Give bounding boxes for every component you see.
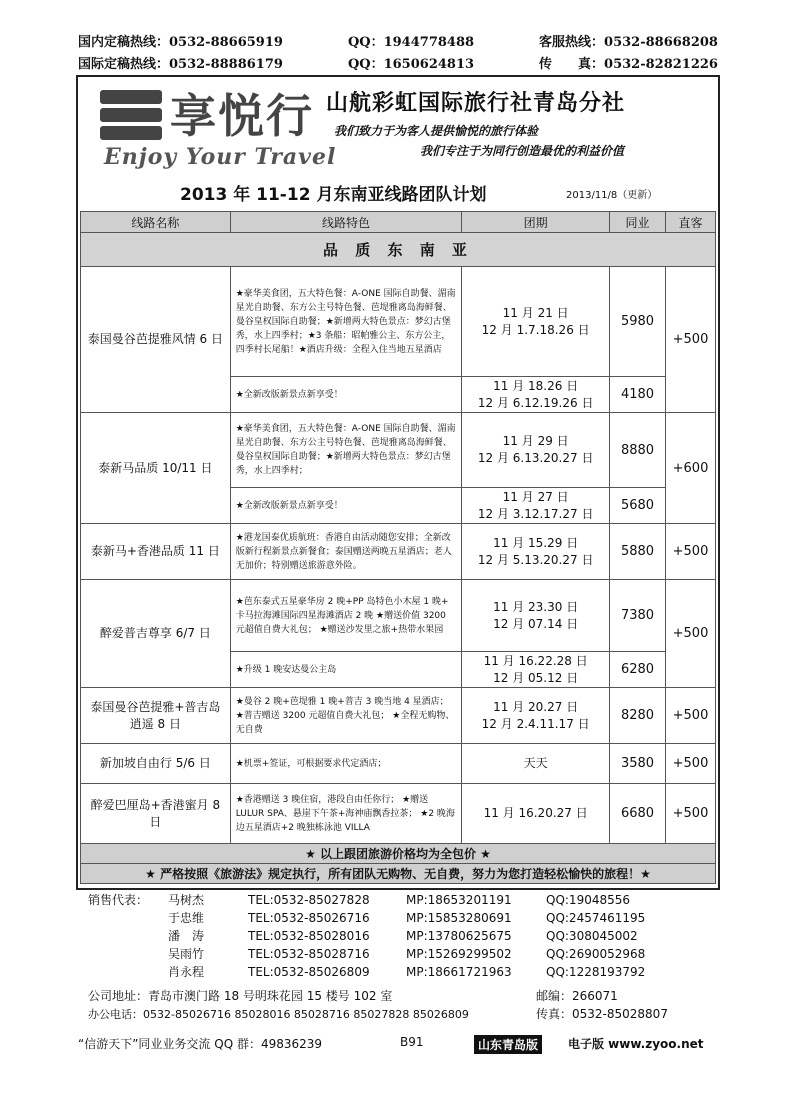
rep-mobile: MP:18653201191: [406, 893, 512, 907]
rep-name: 潘 涛: [168, 929, 205, 943]
header-dates: 团期: [462, 212, 610, 233]
qq-2: QQ：1650624813: [347, 57, 475, 72]
route-features: ★升级 1 晚安达曼公主岛: [230, 652, 462, 688]
route-name: 泰新马+香港品质 11 日: [81, 524, 231, 580]
route-dates: 11 月 23.30 日 12 月 07.14 日: [462, 580, 610, 652]
rep-qq: QQ:19048556: [546, 893, 631, 907]
trade-price: 5980: [610, 267, 666, 377]
table-row: [81, 744, 716, 784]
company-address: 公司地址：青岛市澳门路 18 号明珠花园 15 楼号 102 室: [88, 989, 393, 1003]
edition-badge: 山东青岛版: [474, 1035, 542, 1054]
trade-price: 6280: [610, 652, 666, 688]
office-fax: 传真：0532-85028807: [536, 1007, 668, 1021]
trade-price: 7380: [610, 580, 666, 652]
slogan-2: 我们专注于为同行创造最优的利益价值: [420, 144, 625, 158]
page-footer: [78, 1035, 720, 1055]
title-row: [78, 178, 718, 208]
rep-qq: QQ:1228193792: [546, 965, 646, 979]
route-dates: 11 月 29 日 12 月 6.13.20.27 日: [462, 413, 610, 488]
logo-english: Enjoy Your Travel: [104, 144, 337, 170]
e-version: 电子版 www.zyoo.net: [568, 1037, 704, 1051]
route-name: 泰国曼谷芭提雅+普吉岛逍遥 8 日: [81, 688, 231, 744]
logo-icon: [100, 86, 170, 146]
trade-price: 5880: [610, 524, 666, 580]
route-features: ★曼谷 2 晚+芭堤雅 1 晚+普吉 3 晚当地 4 星酒店； ★普吉赠送 3200 元超值自费大礼包； ★全程无购物、无自费: [230, 688, 462, 744]
page-title: 2013 年 11-12 月东南亚线路团队计划: [180, 185, 487, 205]
office-phone: 办公电话：0532-85026716 85028016 85028716 85027828 85026809: [88, 1008, 469, 1021]
rep-tel: TEL:0532-85028016: [248, 929, 370, 943]
table-row: [81, 413, 716, 488]
intl-hotline: 国际定稿热线：0532-88886179: [78, 57, 283, 72]
header-route: 线路名称: [81, 212, 231, 233]
qq-group: “信游天下”同业业务交流 QQ 群：49836239: [78, 1037, 323, 1051]
rep-tel: TEL:0532-85027828: [248, 893, 370, 907]
rep-mobile: MP:15269299502: [406, 947, 512, 961]
rep-mobile: MP:18661721963: [406, 965, 512, 979]
domestic-hotline: 国内定稿热线：0532-88665919: [78, 35, 283, 50]
table-row: [81, 267, 716, 377]
table-row: [81, 688, 716, 744]
trade-price: 8280: [610, 688, 666, 744]
rep-qq: QQ:2690052968: [546, 947, 646, 961]
service-hotline: 客服热线：0532-88668208: [539, 35, 718, 50]
header-features: 线路特色: [230, 212, 462, 233]
route-dates: 11 月 20.27 日 12 月 2.4.11.17 日: [462, 688, 610, 744]
route-name: 醉爱巴厘岛+香港蜜月 8 日: [81, 784, 231, 844]
route-name: 新加坡自由行 5/6 日: [81, 744, 231, 784]
header-direct-price: 直客: [666, 212, 716, 233]
fax-line: 传 真：0532-82821226: [539, 57, 718, 72]
rep-mobile: MP:15853280691: [406, 911, 512, 925]
route-name: 醉爱普吉尊享 6/7 日: [81, 580, 231, 688]
agency-name: 山航彩虹国际旅行社青岛分社: [326, 91, 626, 116]
brand-header: [78, 78, 718, 178]
rep-tel: TEL:0532-85026809: [248, 965, 370, 979]
trade-price: 5680: [610, 488, 666, 524]
route-dates: 11 月 18.26 日 12 月 6.12.19.26 日: [462, 377, 610, 413]
header-trade-price: 同业: [610, 212, 666, 233]
route-features: ★全新改版新景点新享受！: [230, 377, 462, 413]
route-features: ★豪华美食团，五大特色餐：A-ONE 国际自助餐、湄南星光自助餐、东方公主号特色餐、芭堤雅离岛海鲜餐、曼谷皇权国际自助餐；★新增两大特色景点：梦幻古堡秀，水上四季村；: [230, 413, 462, 488]
direct-price: +500: [666, 524, 716, 580]
qq-1: QQ：1944778488: [347, 35, 475, 50]
rep-qq: QQ:2457461195: [546, 911, 646, 925]
route-dates: 11 月 16.20.27 日: [462, 784, 610, 844]
direct-price: +500: [666, 580, 716, 688]
direct-price: +500: [666, 744, 716, 784]
rep-qq: QQ:308045002: [546, 929, 638, 943]
postcode: 邮编：266071: [536, 989, 618, 1003]
route-features: ★豪华美食团，五大特色餐：A-ONE 国际自助餐、湄南星光自助餐、东方公主号特色餐、芭堤雅离岛海鲜餐、曼谷皇权国际自助餐；★新增两大特色景点：梦幻古堡秀，水上四季村；★3 条船：昭帕雅公主、东方公主，四季村长尾船！★酒店升级：全程入住当地五星酒店: [230, 267, 462, 377]
slogan-1: 我们致力于为客人提供愉悦的旅行体验: [334, 124, 539, 138]
rep-tel: TEL:0532-85028716: [248, 947, 370, 961]
route-dates: 11 月 15.29 日 12 月 5.13.20.27 日: [462, 524, 610, 580]
route-dates: 11 月 16.22.28 日 12 月 05.12 日: [462, 652, 610, 688]
direct-price: +500: [666, 267, 716, 413]
rep-name: 吴雨竹: [168, 947, 205, 961]
contacts-label: 销售代表：: [88, 893, 149, 907]
section-band: 品 质 东 南 亚: [81, 233, 716, 267]
route-dates: 天天: [462, 744, 610, 784]
route-features: ★全新改版新景点新享受！: [230, 488, 462, 524]
trade-price: 6680: [610, 784, 666, 844]
rep-tel: TEL:0532-85026716: [248, 911, 370, 925]
rep-name: 肖永程: [168, 965, 205, 979]
table-row: [81, 524, 716, 580]
trade-price: 8880: [610, 413, 666, 488]
price-note: ★ 以上跟团旅游价格均为全包价 ★: [81, 844, 716, 864]
direct-price: +600: [666, 413, 716, 524]
page-number: B91: [400, 1035, 424, 1049]
rep-name: 马树杰: [168, 893, 205, 907]
logo-chinese: 享悦行: [170, 89, 314, 143]
table-row: [81, 784, 716, 844]
update-date: 2013/11/8（更新）: [566, 190, 658, 201]
rep-name: 于忠维: [168, 911, 205, 925]
law-note: ★ 严格按照《旅游法》规定执行，所有团队无购物、无自费，努力为您打造轻松愉快的旅程！★: [81, 864, 716, 884]
hotline-header: [78, 32, 718, 76]
route-features: ★香港赠送 3 晚住宿，港段自由任你行； ★赠送 LULUR SPA、悬崖下午茶+海神庙飘香拉茶； ★2 晚海边五星酒店+2 晚独栋泳池 VILLA: [230, 784, 462, 844]
table-header-row: [81, 212, 716, 233]
direct-price: +500: [666, 688, 716, 744]
trade-price: 3580: [610, 744, 666, 784]
trade-price: 4180: [610, 377, 666, 413]
itinerary-table: [80, 211, 716, 884]
route-name: 泰国曼谷芭提雅风情 6 日: [81, 267, 231, 413]
route-name: 泰新马品质 10/11 日: [81, 413, 231, 524]
direct-price: +500: [666, 784, 716, 844]
route-dates: 11 月 27 日 12 月 3.12.17.27 日: [462, 488, 610, 524]
route-dates: 11 月 21 日 12 月 1.7.18.26 日: [462, 267, 610, 377]
route-features: ★芭东泰式五星豪华房 2 晚+PP 岛特色小木屋 1 晚+ 卡马拉海滩国际四星海滩酒店 2 晚 ★赠送价值 3200 元超值自费大礼包； ★赠送沙发里之旅+热带水果园: [230, 580, 462, 652]
route-features: ★机票+签证，可根据要求代定酒店；: [230, 744, 462, 784]
route-features: ★港龙国泰优质航班：香港自由活动随您安排；全新改版新行程新景点新餐食；泰国赠送两晚五星酒店；老人无加价；特别赠送旅游意外险。: [230, 524, 462, 580]
table-row: [81, 580, 716, 652]
rep-mobile: MP:13780625675: [406, 929, 512, 943]
